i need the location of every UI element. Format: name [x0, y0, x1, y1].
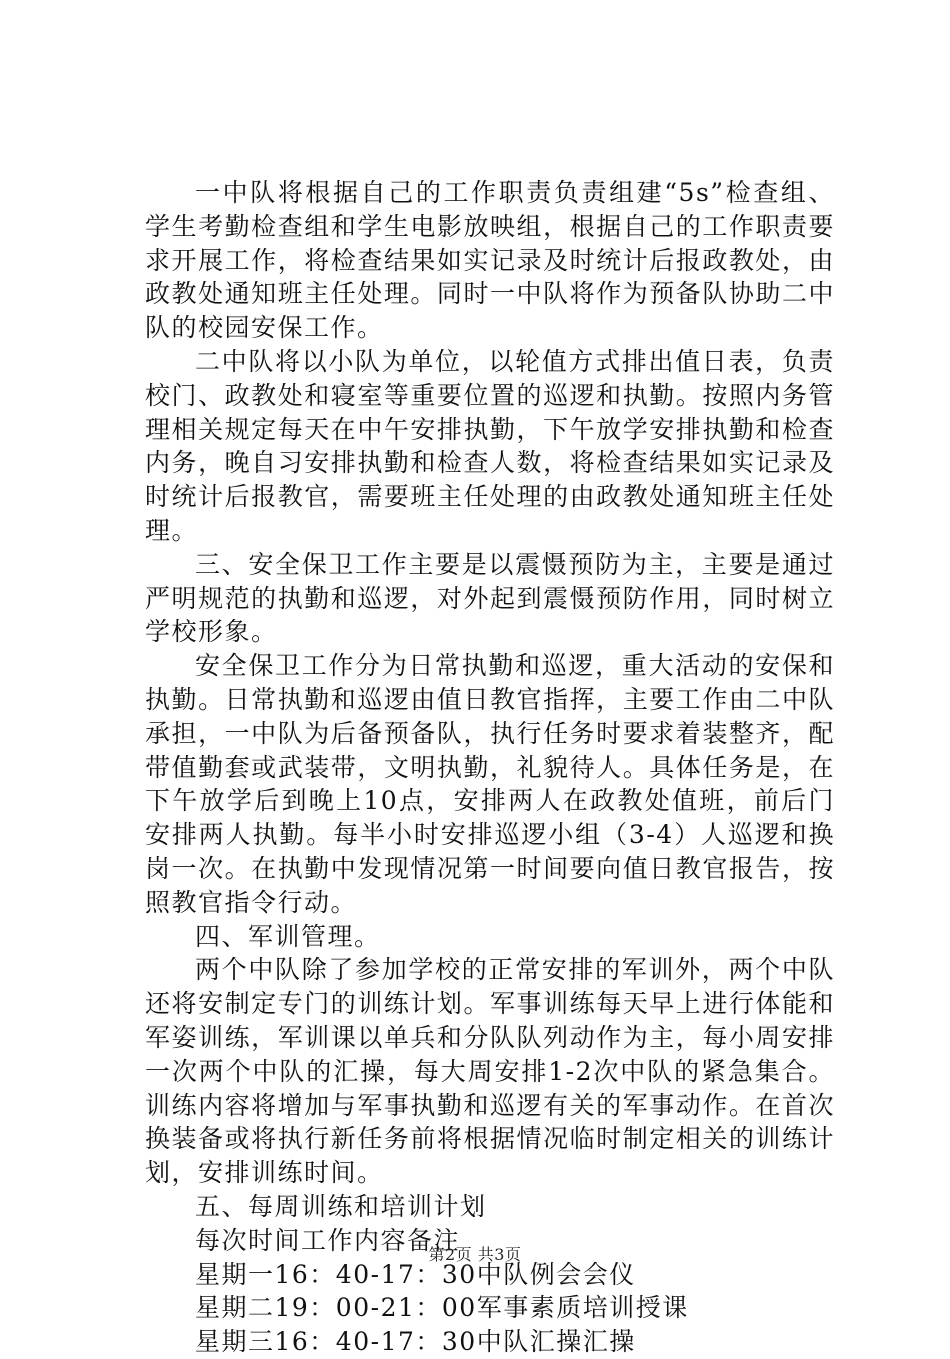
section-heading-weekly-plan: 五、每周训练和培训计划 [195, 1191, 487, 1221]
paragraph-security-intro: 三、安全保卫工作主要是以震慑预防为主，主要是通过严明规范的执勤和巡逻，对外起到震慑预防作用，同时树立学校形象。 [145, 549, 835, 647]
paragraph-squad-two: 二中队将以小队为单位，以轮值方式排出值日表，负责校门、政教处和寝室等重要位置的巡逻和执勤。按照内务管理相关规定每天在中午安排执勤，下午放学安排执勤和检查内务，晚自习安排执勤和检查人数，将检查结果如实记录及时统计后报教官，需要班主任处理的由政教处通知班主任处理。 [145, 346, 835, 545]
section-heading-military-training: 四、军训管理。 [195, 921, 381, 951]
schedule-row: 星期三16：40-17：30中队汇操汇操 [195, 1327, 636, 1357]
paragraph-squad-one: 一中队将根据自己的工作职责负责组建“5s”检查组、学生考勤检查组和学生电影放映组，根据自己的工作职责要求开展工作，将检查结果如实记录及时统计后报政教处，由政教处通知班主任处理。同时一中队将作为预备队协助二中队的校园安保工作。 [145, 178, 835, 343]
document-body [145, 176, 835, 1359]
schedule-header-row: 每次时间工作内容备注 [195, 1225, 461, 1255]
schedule-row: 星期二19：00-21：00军事素质培训授课 [195, 1293, 689, 1323]
paragraph-security-details: 安全保卫工作分为日常执勤和巡逻，重大活动的安保和执勤。日常执勤和巡逻由值日教官指挥，主要工作由二中队承担，一中队为后备预备队，执行任务时要求着装整齐，配带值勤套或武装带，文明执勤，礼貌待人。具体任务是，在下午放学后到晚上10点，安排两人在政教处值班，前后门安排两人执勤。每半小时安排巡逻小组（3-4）人巡逻和换岗一次。在执勤中发现情况第一时间要向值日教官报告，按照教官指令行动。 [145, 651, 835, 917]
page-number-footer: 第2页 共3页 [428, 1245, 522, 1264]
schedule-row: 星期一16：40-17：30中队例会会仪 [195, 1259, 636, 1289]
paragraph-military-training: 两个中队除了参加学校的正常安排的军训外，两个中队还将安制定专门的训练计划。军事训练每天早上进行体能和军姿训练，军训课以单兵和分队队列动作为主，每小周安排一次两个中队的汇操，每大周安排1-2次中队的紧急集合。训练内容将增加与军事执勤和巡逻有关的军事动作。在首次换装备或将执行新任务前将根据情况临时制定相关的训练计划，安排训练时间。 [145, 955, 835, 1188]
